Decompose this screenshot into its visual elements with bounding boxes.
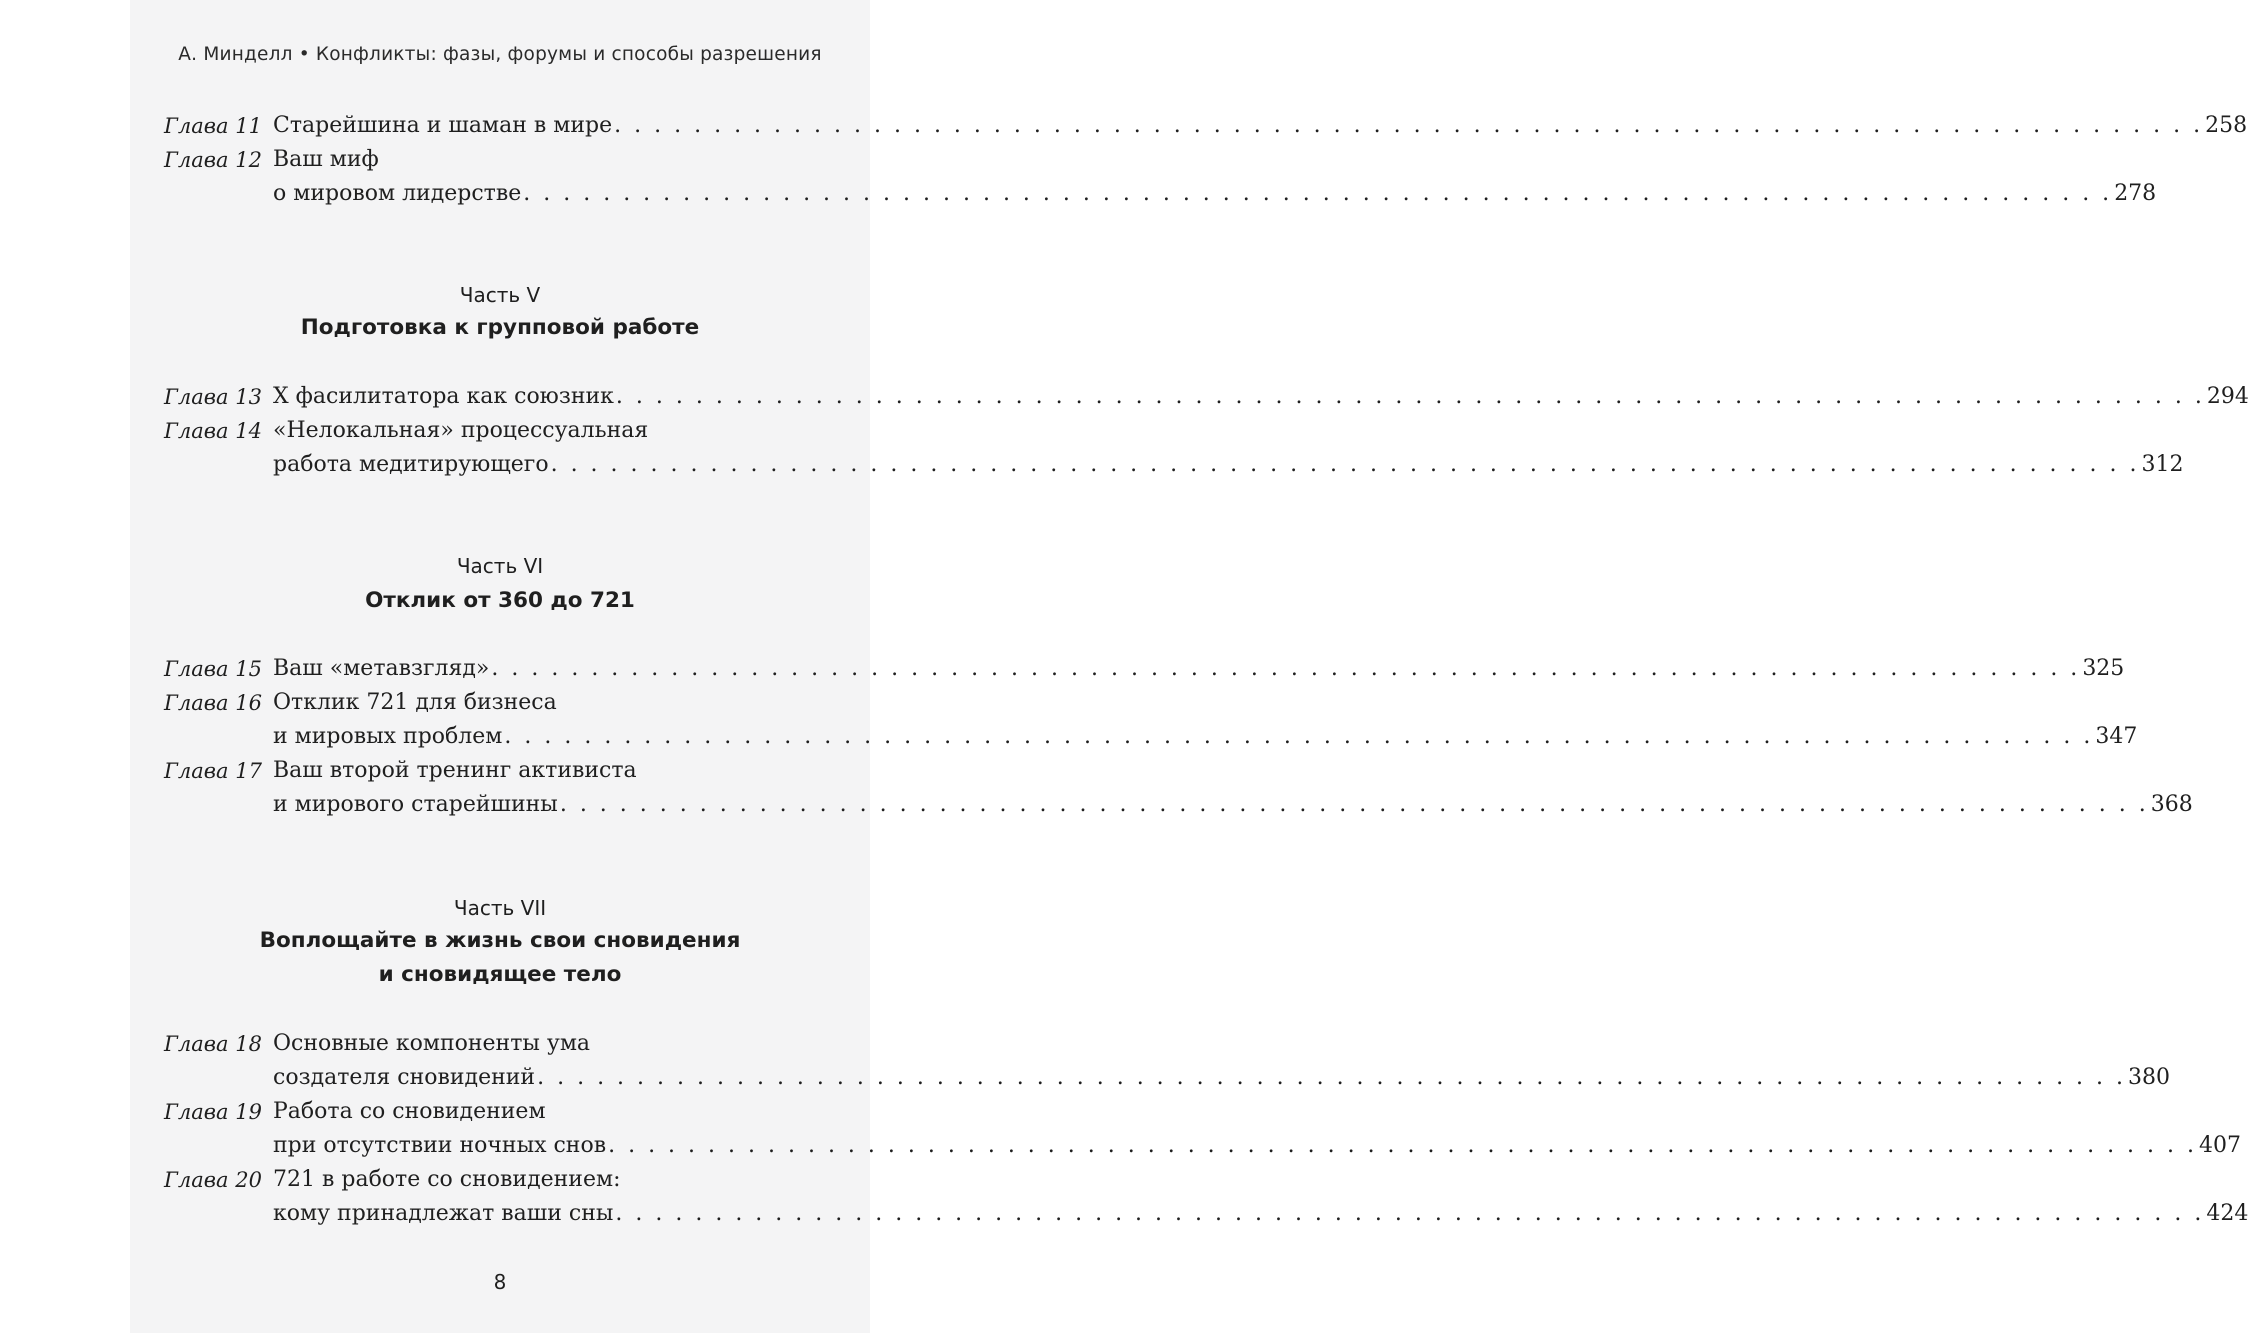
- dot-leader: . . . . . . . . . . . . . . . . . . . . . . . . . . . . . . . . . . . . . . . . . . . . . . . . . . . . . . . . . . . . . . . . . . . . . . . . . . . . . . . .: [614, 113, 2204, 138]
- toc-leader-row: [273, 1061, 2171, 1095]
- part-vi-label: Часть VI: [456, 554, 544, 578]
- toc-line: [164, 414, 836, 448]
- toc-group-a: [164, 109, 2248, 211]
- toc-line: [164, 754, 836, 788]
- toc-line: [164, 1061, 2171, 1095]
- chapter-title: Основные компоненты ума: [273, 1031, 591, 1056]
- chapter-title: Ваш второй тренинг активиста: [273, 758, 637, 783]
- dot-leader: . . . . . . . . . . . . . . . . . . . . . . . . . . . . . . . . . . . . . . . . . . . . . . . . . . . . . . . . . . . . . . . . . . . . . . . . . . . . . . . .: [559, 792, 2149, 817]
- dot-leader: . . . . . . . . . . . . . . . . . . . . . . . . . . . . . . . . . . . . . . . . . . . . . . . . . . . . . . . . . . . . . . . . . . . . . . . . . . . . . . . .: [550, 452, 2140, 477]
- chapter-label: Глава 16: [164, 691, 262, 715]
- toc-leader-row: [273, 448, 2184, 482]
- page-ref: 312: [2141, 452, 2184, 477]
- running-header: А. Минделл • Конфликты: фазы, форумы и способы разрешения: [178, 44, 822, 65]
- chapter-label: Глава 19: [164, 1100, 262, 1124]
- chapter-label: Глава 17: [164, 759, 262, 783]
- chapter-title: Работа со сновидением: [273, 1099, 546, 1124]
- part-v-label: Часть V: [459, 283, 541, 307]
- toc-leader-row: [273, 380, 2249, 414]
- toc-leader-row: [273, 177, 2157, 211]
- chapter-label: Глава 13: [164, 385, 262, 409]
- part-v-title: Подготовка к групповой работе: [300, 315, 700, 340]
- chapter-label: Глава 14: [164, 419, 262, 443]
- toc-line: [164, 448, 2184, 482]
- chapter-title: при отсутствии ночных снов: [273, 1133, 607, 1158]
- dot-leader: . . . . . . . . . . . . . . . . . . . . . . . . . . . . . . . . . . . . . . . . . . . . . . . . . . . . . . . . . . . . . . . . . . . . . . . . . . . . . . . .: [537, 1065, 2127, 1090]
- chapter-title: и мирового старейшины: [273, 792, 558, 817]
- page-ref: 368: [2150, 792, 2193, 817]
- toc-group-b: [164, 380, 2249, 482]
- chapter-title: Ваш миф: [273, 147, 379, 172]
- dot-leader: . . . . . . . . . . . . . . . . . . . . . . . . . . . . . . . . . . . . . . . . . . . . . . . . . . . . . . . . . . . . . . . . . . . . . . . . . . . . . . . .: [615, 384, 2205, 409]
- page-ref: 424: [2206, 1201, 2249, 1226]
- page-ref: 258: [2205, 113, 2248, 138]
- chapter-label: Глава 11: [164, 114, 262, 138]
- chapter-label: Глава 12: [164, 148, 262, 172]
- chapter-title: работа медитирующего: [273, 452, 549, 477]
- toc-line: [164, 177, 2157, 211]
- page-ref: 407: [2199, 1133, 2242, 1158]
- toc-line: [164, 143, 836, 177]
- toc-group-c: [164, 652, 2193, 822]
- toc-line: [164, 1027, 836, 1061]
- dot-leader: . . . . . . . . . . . . . . . . . . . . . . . . . . . . . . . . . . . . . . . . . . . . . . . . . . . . . . . . . . . . . . . . . . . . . . . . . . . . . . . .: [615, 1201, 2205, 1226]
- chapter-title: 721 в работе со сновидением:: [273, 1167, 621, 1192]
- chapter-label: Глава 18: [164, 1032, 262, 1056]
- toc-leader-row: [273, 1197, 2249, 1231]
- chapter-title: и мировых проблем: [273, 724, 503, 749]
- chapter-title: о мировом лидерстве: [273, 181, 522, 206]
- toc-leader-row: [273, 652, 2125, 686]
- page-ref: 347: [2095, 724, 2138, 749]
- toc-line: [164, 1197, 2249, 1231]
- toc-line: [164, 652, 2125, 686]
- dot-leader: . . . . . . . . . . . . . . . . . . . . . . . . . . . . . . . . . . . . . . . . . . . . . . . . . . . . . . . . . . . . . . . . . . . . . . . . . . . . . . . .: [608, 1133, 2198, 1158]
- toc-line: [164, 686, 836, 720]
- toc-group-d: [164, 1027, 2249, 1231]
- chapter-title: Отклик 721 для бизнеса: [273, 690, 557, 715]
- page-ref: 325: [2082, 656, 2125, 681]
- dot-leader: . . . . . . . . . . . . . . . . . . . . . . . . . . . . . . . . . . . . . . . . . . . . . . . . . . . . . . . . . . . . . . . . . . . . . . . . . . . . . . . .: [523, 181, 2113, 206]
- chapter-title: «Нелокальная» процессуальная: [273, 418, 649, 443]
- page-number: 8: [493, 1270, 507, 1294]
- chapter-title: Старейшина и шаман в мире: [273, 113, 613, 138]
- toc-line: [164, 720, 2138, 754]
- chapter-title: кому принадлежат ваши сны: [273, 1201, 614, 1226]
- toc-leader-row: [273, 109, 2248, 143]
- part-vii-title-line1: Воплощайте в жизнь свои сновидения: [259, 928, 741, 953]
- part-vii-title-line2: и сновидящее тело: [378, 962, 622, 987]
- chapter-title: создателя сновидений: [273, 1065, 536, 1090]
- dot-leader: . . . . . . . . . . . . . . . . . . . . . . . . . . . . . . . . . . . . . . . . . . . . . . . . . . . . . . . . . . . . . . . . . . . . . . . . . . . . . . . .: [504, 724, 2094, 749]
- toc-line: [164, 1095, 836, 1129]
- chapter-title: X фасилитатора как союзник: [273, 384, 614, 409]
- toc-leader-row: [273, 720, 2138, 754]
- toc-leader-row: [273, 788, 2193, 822]
- toc-line: [164, 1163, 836, 1197]
- chapter-label: Глава 20: [164, 1168, 262, 1192]
- toc-leader-row: [273, 1129, 2242, 1163]
- part-vi-title: Отклик от 360 до 721: [365, 588, 635, 613]
- toc-line: [164, 788, 2193, 822]
- toc-line: [164, 1129, 2242, 1163]
- page-ref: 294: [2206, 384, 2249, 409]
- toc-line: [164, 109, 2248, 143]
- book-page: [130, 0, 2249, 1333]
- chapter-title: Ваш «метавзгляд»: [273, 656, 490, 681]
- page-ref: 380: [2128, 1065, 2171, 1090]
- page-ref: 278: [2114, 181, 2157, 206]
- toc-line: [164, 380, 2249, 414]
- chapter-label: Глава 15: [164, 657, 262, 681]
- part-vii-label: Часть VII: [453, 896, 547, 920]
- dot-leader: . . . . . . . . . . . . . . . . . . . . . . . . . . . . . . . . . . . . . . . . . . . . . . . . . . . . . . . . . . . . . . . . . . . . . . . . . . . . . . . .: [491, 656, 2081, 681]
